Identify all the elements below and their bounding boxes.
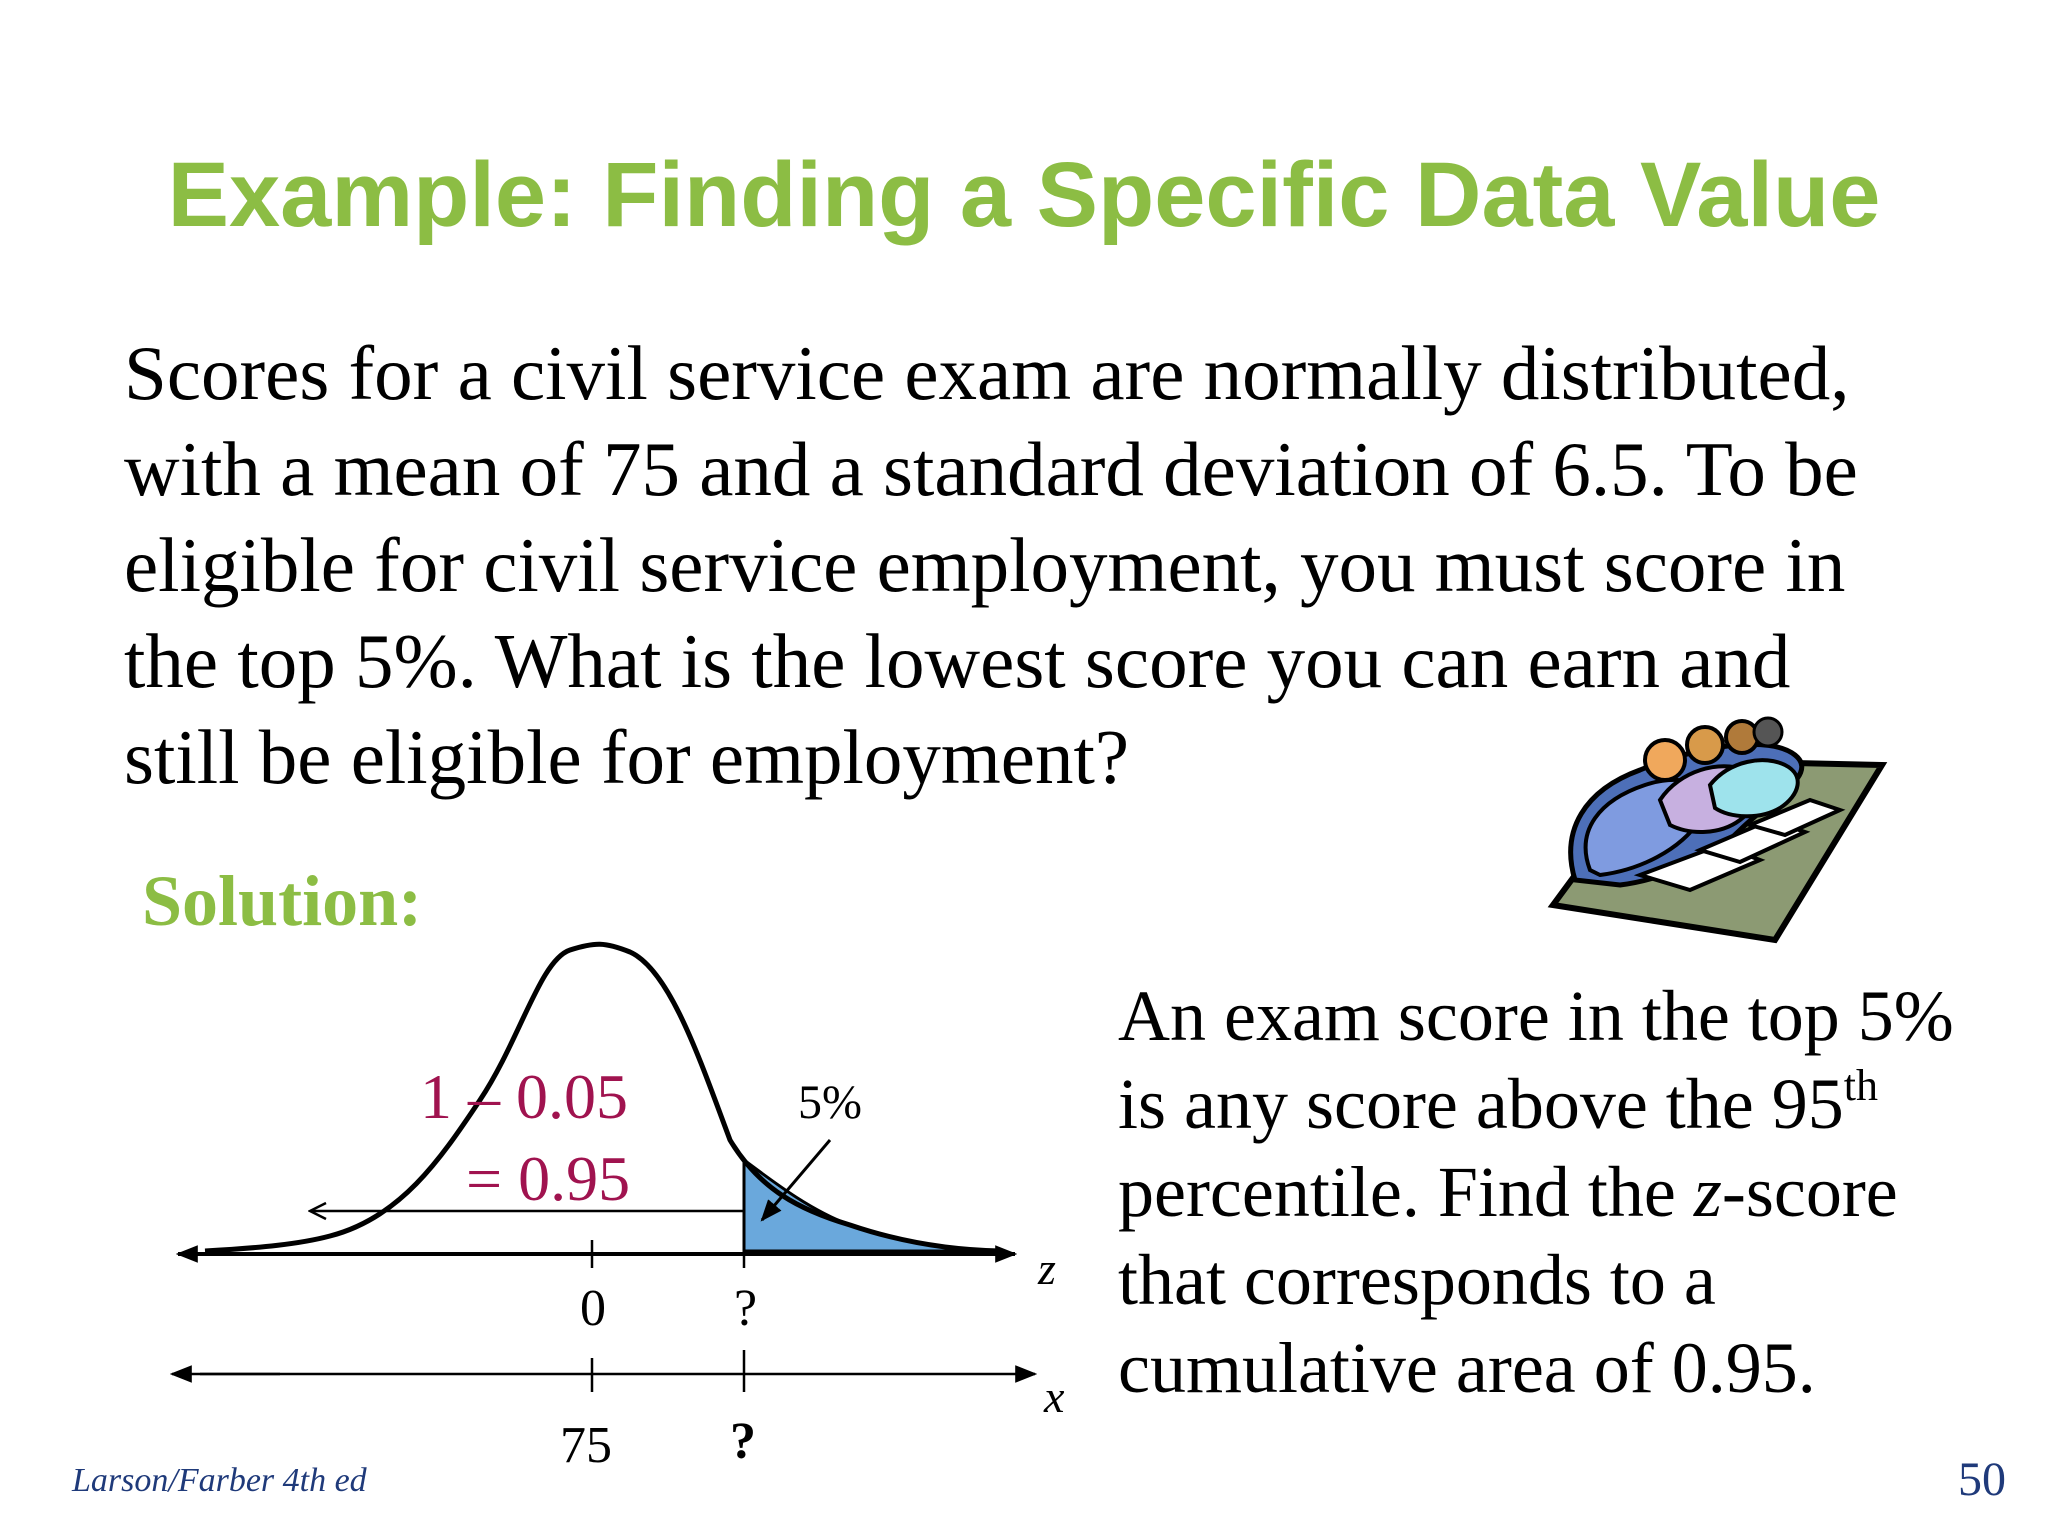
explanation-line: that corresponds to a xyxy=(1118,1240,1716,1320)
z-tick-unknown-label: ? xyxy=(734,1280,758,1337)
explanation-line-text: is any score above the 95 xyxy=(1118,1064,1844,1144)
explanation-line xyxy=(1118,1148,2018,1236)
problem-line: the top 5%. What is the lowest score you can earn and xyxy=(124,618,1791,704)
problem-line: eligible for civil service employment, you must score in xyxy=(124,522,1846,608)
explanation-line-text: -score xyxy=(1721,1152,1898,1232)
solution-label: Solution: xyxy=(142,861,423,941)
area-label-line2: = 0.95 xyxy=(466,1143,631,1214)
explanation-text xyxy=(1118,972,2018,1412)
x-tick-unknown-label: ? xyxy=(730,1413,756,1470)
z-tick-mean-label: 0 xyxy=(580,1280,606,1337)
slide-title: Example: Finding a Specific Data Value xyxy=(167,144,1881,246)
problem-line: Scores for a civil service exam are normally distributed, xyxy=(124,330,1850,416)
explanation-line xyxy=(1118,1060,2018,1148)
explanation-line: An exam score in the top 5% xyxy=(1118,976,1954,1056)
problem-line: still be eligible for employment? xyxy=(124,714,1130,800)
explanation-line: cumulative area of 0.95. xyxy=(1118,1328,1816,1408)
footer-credit: Larson/Farber 4th ed xyxy=(72,1462,367,1499)
z-axis-label: z xyxy=(1038,1243,1056,1294)
ordinal-suffix: th xyxy=(1843,1061,1878,1110)
exam-students-clipart xyxy=(1553,718,1882,940)
page-number: 50 xyxy=(1958,1453,2006,1506)
area-label-line1: 1 – 0.05 xyxy=(420,1061,628,1132)
x-tick-mean-label: 75 xyxy=(560,1417,612,1474)
explanation-line-text: percentile. Find the xyxy=(1118,1152,1694,1232)
right-tail-area xyxy=(744,1160,1000,1251)
problem-line: with a mean of 75 and a standard deviation of 6.5. To be xyxy=(124,426,1858,512)
x-axis-label: x xyxy=(1044,1371,1065,1422)
tail-percent-label: 5% xyxy=(798,1076,862,1129)
z-variable: z xyxy=(1693,1152,1722,1232)
